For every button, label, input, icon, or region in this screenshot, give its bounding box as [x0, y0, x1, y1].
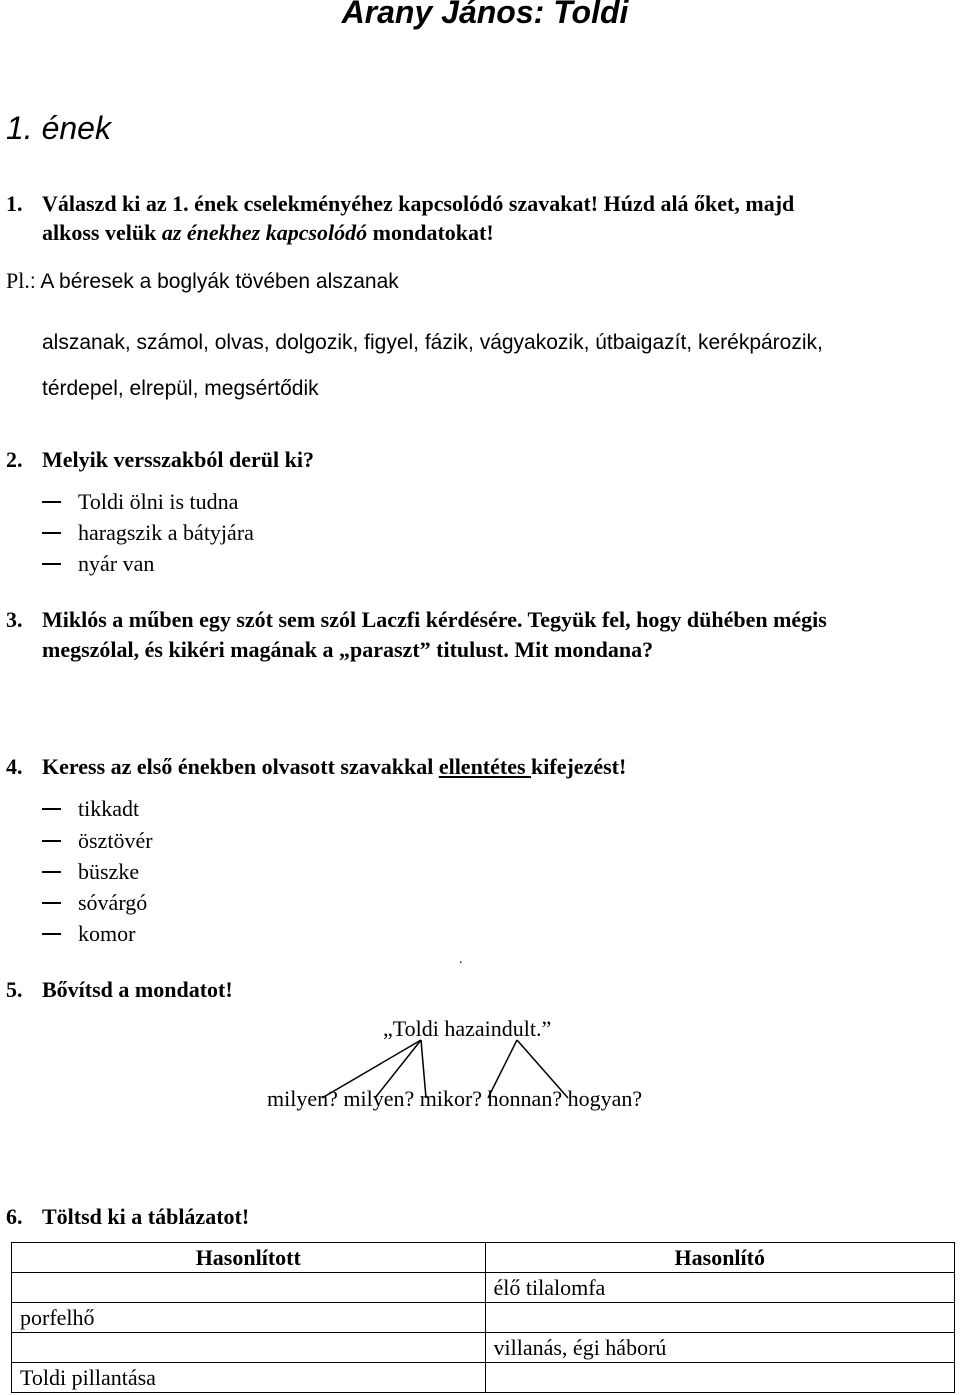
list-item: sóvárgó — [42, 890, 147, 916]
task6-number: 6. — [6, 1204, 23, 1229]
tree-root-sentence: „Toldi hazaindult.” — [383, 1016, 552, 1041]
comparison-table — [11, 1242, 955, 1393]
table-row — [12, 1273, 955, 1303]
table-cell[interactable] — [12, 1273, 486, 1303]
table-cell[interactable] — [485, 1363, 955, 1393]
word-list-line2: térdepel, elrepül, megsértődik — [42, 377, 319, 400]
list-item: komor — [42, 921, 135, 947]
task4-question: Keress az első énekben olvasott szavakkal ellentétes kifejezést! — [42, 754, 627, 779]
stray-mark: . — [459, 952, 463, 967]
table-row — [12, 1333, 955, 1363]
example-label: Pl. — [6, 268, 30, 293]
task1-line2-italic: az énekhez kapcsolódó — [161, 220, 368, 245]
task3-line1: Miklós a műben egy szót sem szól Laczfi kérdésére. Tegyük fel, hogy dühében mégis — [42, 607, 827, 632]
table-header-row — [12, 1243, 955, 1273]
table-cell[interactable]: élő tilalomfa — [485, 1273, 955, 1303]
page-title: Arany János: Toldi — [341, 0, 629, 30]
table-cell[interactable]: villanás, égi háború — [485, 1333, 955, 1363]
header-comparer: Hasonlító — [485, 1243, 955, 1273]
table-row — [12, 1303, 955, 1333]
example-sentence: : A béresek a boglyák tövében alszanak — [29, 270, 399, 293]
table-cell[interactable] — [12, 1333, 486, 1363]
task2-question: Melyik versszakból derül ki? — [42, 447, 314, 472]
task2-number: 2. — [6, 447, 23, 472]
task1-line1: Válaszd ki az 1. ének cselekményéhez kapcsolódó szavakat! Húzd alá őket, majd — [42, 191, 795, 216]
task5-question: Bővítsd a mondatot! — [42, 977, 233, 1002]
header-compared: Hasonlított — [12, 1243, 486, 1273]
task3-number: 3. — [6, 607, 23, 632]
task5-number: 5. — [6, 977, 23, 1002]
task4-number: 4. — [6, 754, 23, 779]
word-list-line1: alszanak, számol, olvas, dolgozik, figyel, fázik, vágyakozik, útbaigazít, kerékpározik, — [42, 331, 823, 354]
task1-number: 1. — [6, 191, 23, 216]
table-cell[interactable] — [485, 1303, 955, 1333]
list-item: nyár van — [42, 551, 154, 577]
list-item: tikkadt — [42, 796, 139, 822]
task3-line2: megszólal, és kikéri magának a „paraszt” titulust. Mit mondana? — [42, 637, 654, 662]
task1-line2: alkoss velük az énekhez kapcsolódó mondatokat! — [42, 220, 494, 245]
list-item: Toldi ölni is tudna — [42, 489, 238, 515]
list-item: haragszik a bátyjára — [42, 520, 254, 546]
tree-leaf-questions: milyen? milyen? mikor? honnan? hogyan? — [267, 1086, 643, 1111]
table-cell[interactable]: porfelhő — [12, 1303, 486, 1333]
task6-question: Töltsd ki a táblázatot! — [42, 1204, 250, 1229]
list-item: ösztövér — [42, 828, 153, 854]
table-row — [12, 1363, 955, 1393]
table-cell[interactable]: Toldi pillantása — [12, 1363, 486, 1393]
list-item: büszke — [42, 859, 139, 885]
section-heading: 1. ének — [6, 110, 111, 146]
